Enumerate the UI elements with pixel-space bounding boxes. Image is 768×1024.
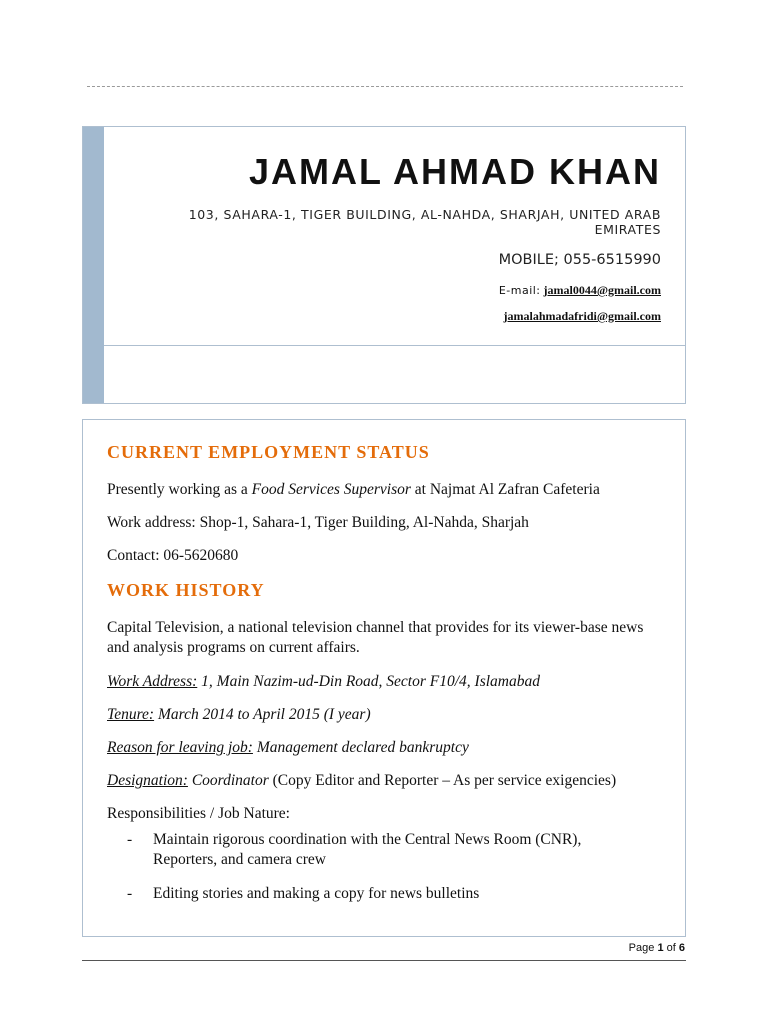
- email-label: E-mail:: [498, 284, 541, 297]
- responsibility-text: Maintain rigorous coordination with the Central News Room (CNR), Reporters, and camera crew: [153, 831, 582, 868]
- page-footer: [629, 942, 685, 954]
- work-address-line: [107, 672, 667, 692]
- work-address-value: 1, Main Nazim-ud-Din Road, Sector F10/4, Islamabad: [197, 673, 540, 690]
- current-role-suffix: at Najmat Al Zafran Cafeteria: [410, 481, 600, 498]
- work-address-label: Work Address:: [107, 673, 198, 690]
- candidate-address: 103, SAHARA-1, TIGER BUILDING, AL-NAHDA, SHARJAH, UNITED ARAB EMIRATES: [188, 207, 661, 237]
- current-work-address: Work address: Shop-1, Sahara-1, Tiger Building, Al-Nahda, Sharjah: [107, 514, 529, 531]
- tenure-value: March 2014 to April 2015 (I year): [154, 706, 371, 723]
- current-role-prefix: Presently working as a: [107, 481, 252, 498]
- header-divider: [104, 345, 685, 346]
- page-number: 1: [657, 942, 664, 954]
- reason-line: [107, 738, 667, 758]
- current-role-line: [107, 480, 667, 500]
- designation-line: [107, 771, 667, 791]
- page-word: Page: [628, 942, 655, 954]
- reason-label: Reason for leaving job:: [107, 739, 253, 756]
- list-item: [127, 884, 647, 904]
- list-item: [127, 830, 647, 870]
- candidate-name: JAMAL AHMAD KHAN: [249, 151, 661, 192]
- tenure-line: [107, 705, 667, 725]
- email-secondary-line: [504, 309, 661, 324]
- tenure-label: Tenure:: [107, 706, 155, 723]
- current-employment-heading: CURRENT EMPLOYMENT STATUS: [107, 442, 430, 462]
- work-history-description: Capital Television, a national television channel that provides for its viewer-base news and analysis programs on current affairs.: [107, 619, 644, 656]
- bullet-dash: -: [127, 831, 133, 848]
- candidate-mobile: MOBILE; 055-6515990: [498, 252, 661, 268]
- reason-value: Management declared bankruptcy: [252, 739, 469, 756]
- content-box: [82, 419, 686, 937]
- footer-rule: [82, 960, 686, 961]
- page-total: 6: [678, 942, 685, 954]
- email-primary-link[interactable]: jamal0044@gmail.com: [543, 283, 661, 297]
- designation-value: Coordinator: [187, 772, 269, 789]
- email-primary-line: [499, 283, 661, 298]
- current-role-title: Food Services Supervisor: [251, 481, 411, 498]
- current-contact: Contact: 06-5620680: [107, 547, 239, 564]
- header-accent-bar: [83, 127, 104, 403]
- designation-note: (Copy Editor and Reporter – As per service exigencies): [268, 772, 617, 789]
- top-dashed-rule: [87, 86, 683, 87]
- of-word: of: [666, 942, 676, 954]
- email-secondary-link[interactable]: jamalahmadafridi@gmail.com: [503, 309, 661, 323]
- designation-label: Designation:: [107, 772, 188, 789]
- work-history-heading: WORK HISTORY: [107, 580, 265, 600]
- responsibilities-label: Responsibilities / Job Nature:: [107, 805, 290, 822]
- responsibility-text: Editing stories and making a copy for news bulletins: [153, 885, 480, 902]
- header-box: [82, 126, 686, 404]
- bullet-dash: -: [127, 885, 133, 902]
